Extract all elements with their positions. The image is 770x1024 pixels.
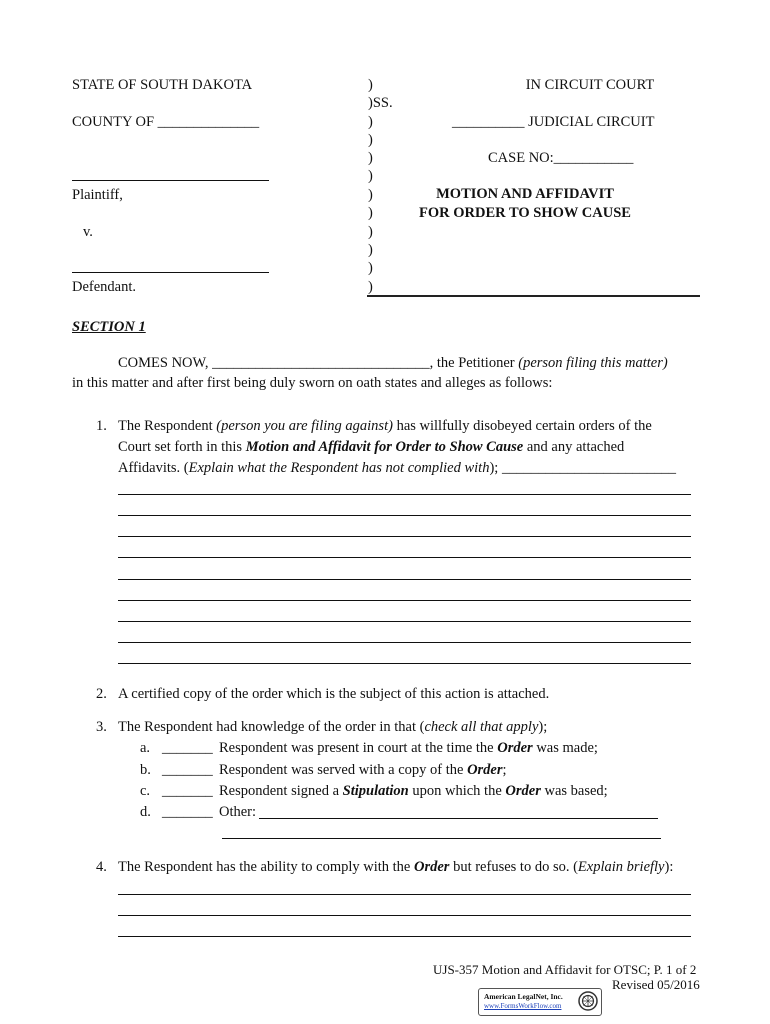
plaintiff-label: Plaintiff, (72, 187, 123, 203)
item4-text-c: but refuses to do so. ( (449, 859, 578, 875)
option-a-t2: Order (497, 740, 533, 756)
judicial-circuit-field[interactable]: __________ JUDICIAL CIRCUIT (452, 114, 655, 130)
county-field[interactable]: COUNTY OF ______________ (72, 114, 260, 130)
paren: ) (368, 279, 373, 295)
intro-line2: in this matter and after first being duly sworn on oath states and alleges as follows: (72, 375, 553, 391)
answer-line[interactable] (118, 915, 691, 916)
option-c-t5: was based; (540, 783, 608, 799)
petitioner-note: (person filing this matter) (518, 355, 668, 371)
item1-text-h: Explain what the Respondent has not complied with (188, 460, 490, 476)
item1-text-b: (person you are filing against) (216, 418, 393, 434)
answer-line[interactable] (118, 494, 691, 495)
item4-text-b: Order (414, 859, 450, 875)
item1-text-e: Motion and Affidavit for Order to Show Cause (245, 439, 524, 455)
caption-divider (367, 295, 700, 297)
paren: ) (368, 77, 373, 93)
item1-line3[interactable] (118, 461, 676, 476)
plaintiff-name-line[interactable] (72, 180, 269, 181)
option-d-label: Other: (219, 804, 257, 820)
item1-answer-blank[interactable]: ); ________________________ (489, 460, 676, 476)
item4-text-e: ): (664, 859, 674, 875)
item1-text-c: has willfully disobeyed certain orders of the (392, 418, 652, 434)
option-b-t3: ; (502, 762, 507, 778)
option-b-text (219, 763, 507, 778)
item2-text: A certified copy of the order which is the subject of this action is attached. (118, 686, 550, 702)
item1-number: 1. (96, 418, 107, 434)
form-id: UJS-357 Motion and Affidavit for OTSC; P. 1 of 2 (433, 962, 697, 977)
option-c-text (219, 784, 608, 799)
answer-line[interactable] (118, 600, 691, 601)
item3-number: 3. (96, 719, 107, 735)
answer-line[interactable] (118, 663, 691, 664)
option-d-letter: d. (140, 804, 151, 820)
state-label: STATE OF SOUTH DAKOTA (72, 77, 253, 93)
answer-line[interactable] (118, 536, 691, 537)
item1-text-a: The Respondent (118, 418, 217, 434)
paren: ) (368, 260, 373, 276)
item3-text-c: ); (538, 719, 548, 735)
globe-icon (578, 991, 598, 1011)
comes-now-text[interactable]: COMES NOW, ______________________________, the Petitioner (118, 355, 519, 371)
item4-text-d: Explain briefly (577, 859, 665, 875)
paren: ) (368, 224, 373, 240)
section-heading: SECTION 1 (72, 319, 146, 335)
revised-date: Revised 05/2016 (612, 977, 700, 992)
answer-line[interactable] (118, 936, 691, 937)
intro-line1[interactable] (118, 356, 668, 371)
other-explanation-line-2[interactable] (222, 838, 661, 839)
answer-line[interactable] (118, 557, 691, 558)
versus-label: v. (83, 224, 93, 240)
option-d-checkbox-blank[interactable]: _______ (162, 804, 213, 820)
item3-text-a: The Respondent had knowledge of the order in that ( (118, 719, 425, 735)
answer-line[interactable] (118, 579, 691, 580)
option-b-checkbox-blank[interactable]: _______ (162, 762, 213, 778)
option-c-letter: c. (140, 783, 151, 799)
option-c-t2: Stipulation (342, 783, 409, 799)
defendant-name-line[interactable] (72, 272, 269, 273)
option-c-t3: upon which the (408, 783, 506, 799)
item3-text (118, 720, 547, 735)
option-c-checkbox-blank[interactable]: _______ (162, 783, 213, 799)
paren: ) (368, 205, 373, 221)
answer-line[interactable] (118, 515, 691, 516)
item4-text (118, 860, 673, 875)
document-title-line1: MOTION AND AFFIDAVIT (436, 186, 614, 202)
logo-url-link[interactable]: www.FormsWorkFlow.com (484, 1002, 562, 1010)
option-b-t1: Respondent was served with a copy of the (219, 762, 468, 778)
court-name: IN CIRCUIT COURT (525, 77, 655, 93)
paren: ) (368, 242, 373, 258)
case-number-field[interactable]: CASE NO:___________ (488, 150, 634, 166)
option-b-letter: b. (140, 762, 151, 778)
paren-ss: )SS. (368, 95, 393, 111)
document-title-line2: FOR ORDER TO SHOW CAUSE (419, 205, 631, 221)
paren: ) (368, 168, 373, 184)
answer-line[interactable] (118, 894, 691, 895)
option-a-letter: a. (140, 740, 151, 756)
option-b-t2: Order (467, 762, 503, 778)
other-explanation-line[interactable] (259, 818, 658, 819)
paren: ) (368, 187, 373, 203)
answer-line[interactable] (118, 642, 691, 643)
item1-text-f: and any attached (523, 439, 625, 455)
paren: ) (368, 150, 373, 166)
item1-line1 (118, 419, 652, 434)
item4-text-a: The Respondent has the ability to comply with the (118, 859, 414, 875)
item1-text-d: Court set forth in this (118, 439, 246, 455)
publisher-logo[interactable] (478, 988, 602, 1016)
answer-line[interactable] (118, 621, 691, 622)
paren: ) (368, 114, 373, 130)
item1-text-g: Affidavits. ( (118, 460, 189, 476)
item4-number: 4. (96, 859, 107, 875)
item2-number: 2. (96, 686, 107, 702)
option-a-t3: was made; (532, 740, 598, 756)
option-a-text (219, 741, 598, 756)
option-c-t1: Respondent signed a (219, 783, 343, 799)
item3-text-b: check all that apply (424, 719, 539, 735)
paren: ) (368, 132, 373, 148)
item1-line2 (118, 440, 624, 455)
logo-company-name: American LegalNet, Inc. (484, 992, 563, 1001)
option-c-t4: Order (505, 783, 541, 799)
defendant-label: Defendant. (72, 279, 137, 295)
option-a-checkbox-blank[interactable]: _______ (162, 740, 213, 756)
option-a-t1: Respondent was present in court at the time the (219, 740, 498, 756)
